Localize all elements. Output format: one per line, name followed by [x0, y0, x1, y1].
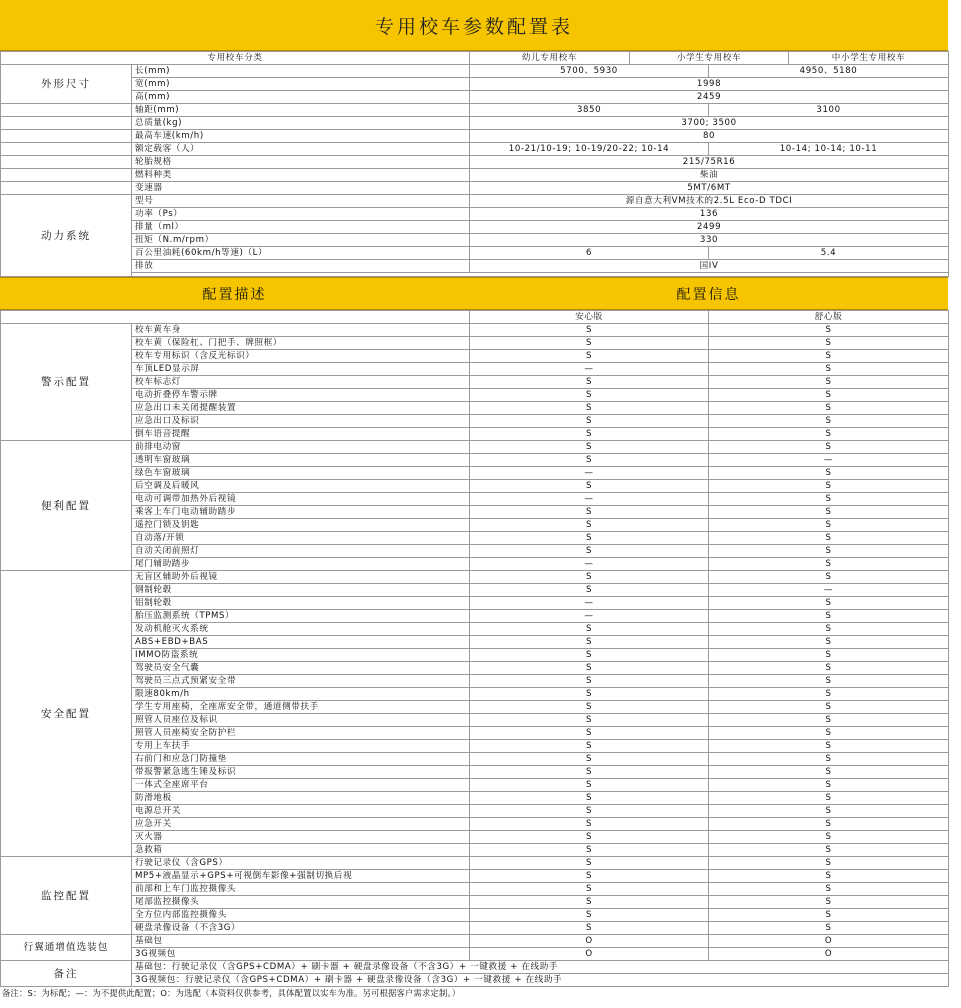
- version-b-value: S: [709, 857, 949, 870]
- version-b-value: S: [709, 675, 949, 688]
- row-value: 215/75R16: [470, 156, 949, 169]
- row-label: 最高车速(km/h): [132, 130, 470, 143]
- version-a-value: O: [470, 948, 709, 961]
- table-row: [1, 182, 949, 195]
- row-value: 2459: [470, 91, 949, 104]
- row-value: 136: [470, 208, 949, 221]
- table-row: [1, 208, 949, 221]
- version-b-value: O: [709, 935, 949, 948]
- page-title: 专用校车参数配置表: [374, 15, 573, 38]
- table-row: [1, 91, 949, 104]
- table-row: [1, 402, 949, 415]
- row-label: 总质量(kg): [132, 117, 470, 130]
- row-label: 型号: [132, 195, 470, 208]
- version-a-value: S: [470, 532, 709, 545]
- table-row: [1, 922, 949, 935]
- version-b-value: S: [709, 727, 949, 740]
- version-a-header: 安心版: [470, 311, 709, 324]
- item-label: 一体式全座席平台: [132, 779, 470, 792]
- version-b-value: S: [709, 779, 949, 792]
- table-row: [1, 247, 949, 260]
- item-label: 应急开关: [132, 818, 470, 831]
- item-label: 3G视频包: [132, 948, 470, 961]
- group-empty: [1, 104, 132, 117]
- table-row: [1, 857, 949, 870]
- version-b-value: —: [709, 584, 949, 597]
- table-row: [1, 519, 949, 532]
- version-b-value: S: [709, 441, 949, 454]
- group-empty: [1, 117, 132, 130]
- table-row: [1, 117, 949, 130]
- version-b-value: S: [709, 818, 949, 831]
- config-band: [0, 277, 948, 310]
- item-label: 电源总开关: [132, 805, 470, 818]
- item-label: 胎压监测系统（TPMS）: [132, 610, 470, 623]
- version-a-value: S: [470, 350, 709, 363]
- table-row: [1, 169, 949, 182]
- table-row: [1, 156, 949, 169]
- item-label: 尾门辅助踏步: [132, 558, 470, 571]
- version-b-value: S: [709, 389, 949, 402]
- row-value: 3100: [709, 104, 949, 117]
- row-value: 10-14; 10-14; 10-11: [709, 143, 949, 156]
- version-b-value: O: [709, 948, 949, 961]
- version-a-value: S: [470, 545, 709, 558]
- version-a-value: S: [470, 844, 709, 857]
- version-a-value: S: [470, 337, 709, 350]
- item-label: 限速80km/h: [132, 688, 470, 701]
- group-label: 动力系统: [1, 195, 132, 277]
- table-row: [1, 792, 949, 805]
- table-row: [1, 740, 949, 753]
- table-row: [1, 610, 949, 623]
- version-a-value: —: [470, 558, 709, 571]
- item-label: 全方位内部监控摄像头: [132, 909, 470, 922]
- row-label: 功率（Ps）: [132, 208, 470, 221]
- version-a-value: S: [470, 896, 709, 909]
- version-b-value: S: [709, 909, 949, 922]
- row-value: 柴油: [470, 169, 949, 182]
- version-b-value: S: [709, 922, 949, 935]
- version-a-value: S: [470, 428, 709, 441]
- row-label: 百公里油耗(60km/h等速)（L）: [132, 247, 470, 260]
- table-row: [1, 818, 949, 831]
- item-label: 无盲区辅助外后视镜: [132, 571, 470, 584]
- table-row: [1, 415, 949, 428]
- table-row: [1, 234, 949, 247]
- remark-text: 3G视频包：行驶记录仪（含GPS+CDMA）+ 刷卡器 + 硬盘录像设备（含3G）+ 一键救援 + 在线助手: [132, 974, 949, 987]
- table-row: [1, 571, 949, 584]
- version-b-value: S: [709, 519, 949, 532]
- item-label: 倒车语音提醒: [132, 428, 470, 441]
- version-a-value: S: [470, 571, 709, 584]
- version-b-value: S: [709, 324, 949, 337]
- table-row: [1, 636, 949, 649]
- version-b-value: S: [709, 896, 949, 909]
- version-b-value: S: [709, 350, 949, 363]
- version-a-value: O: [470, 935, 709, 948]
- version-a-value: —: [470, 467, 709, 480]
- table-row: [1, 558, 949, 571]
- table-row: [1, 766, 949, 779]
- item-label: 专用上车扶手: [132, 740, 470, 753]
- group-label: 行翼通增值选装包: [1, 935, 132, 961]
- version-b-value: S: [709, 363, 949, 376]
- table-row: [1, 260, 949, 273]
- table-row-spacer: [1, 273, 949, 277]
- item-label: 照管人员座位及标识: [132, 714, 470, 727]
- table-row: [1, 688, 949, 701]
- row-label: 宽(mm): [132, 78, 470, 91]
- version-b-value: S: [709, 558, 949, 571]
- version-b-value: S: [709, 415, 949, 428]
- item-label: 右前门和应急门防撞垫: [132, 753, 470, 766]
- item-label: 校车标志灯: [132, 376, 470, 389]
- table-row: [1, 753, 949, 766]
- version-a-value: S: [470, 818, 709, 831]
- table-row: [1, 389, 949, 402]
- item-label: 校车黄（保险杠、门把手、牌照框）: [132, 337, 470, 350]
- version-b-value: S: [709, 610, 949, 623]
- table-row: [1, 701, 949, 714]
- table-row: [1, 376, 949, 389]
- version-a-value: S: [470, 857, 709, 870]
- row-value: 3700; 3500: [470, 117, 949, 130]
- config-body: [1, 311, 949, 987]
- table-row: [1, 532, 949, 545]
- table-row: [1, 779, 949, 792]
- version-b-value: S: [709, 337, 949, 350]
- row-value: 源自意大利VM技术的2.5L Eco-D TDCI: [470, 195, 949, 208]
- item-label: 后空调及后暖风: [132, 480, 470, 493]
- table-row: [1, 662, 949, 675]
- version-a-value: S: [470, 883, 709, 896]
- group-label: 便利配置: [1, 441, 132, 571]
- row-label: 扭矩（N.m/rpm）: [132, 234, 470, 247]
- version-a-value: S: [470, 649, 709, 662]
- version-a-value: S: [470, 584, 709, 597]
- version-a-value: S: [470, 480, 709, 493]
- version-a-value: S: [470, 870, 709, 883]
- table-row: [1, 467, 949, 480]
- row-value: 6: [470, 247, 709, 260]
- table-row: [1, 714, 949, 727]
- item-label: 灭火器: [132, 831, 470, 844]
- version-b-value: S: [709, 571, 949, 584]
- version-a-value: S: [470, 714, 709, 727]
- version-a-value: S: [470, 740, 709, 753]
- row-value: 3850: [470, 104, 709, 117]
- group-label: 外形尺寸: [1, 65, 132, 104]
- table-row: [1, 363, 949, 376]
- version-a-value: S: [470, 415, 709, 428]
- remark-text: 基础包：行驶记录仪（含GPS+CDMA）+ 刷卡器 + 硬盘录像设备（不含3G）+ 一键救援 + 在线助手: [132, 961, 949, 974]
- item-label: 急救箱: [132, 844, 470, 857]
- item-label: 自动落/开锁: [132, 532, 470, 545]
- table-row: [1, 623, 949, 636]
- version-b-value: S: [709, 883, 949, 896]
- row-value: 5.4: [709, 247, 949, 260]
- version-b-value: S: [709, 532, 949, 545]
- version-b-value: S: [709, 740, 949, 753]
- table-row: [1, 909, 949, 922]
- version-b-value: S: [709, 428, 949, 441]
- item-label: 学生专用座椅，全座席安全带，通道侧带扶手: [132, 701, 470, 714]
- item-label: 钢制轮毂: [132, 584, 470, 597]
- version-a-value: S: [470, 324, 709, 337]
- table-row: [1, 896, 949, 909]
- version-a-value: S: [470, 402, 709, 415]
- table-row: [1, 480, 949, 493]
- table-row: [1, 493, 949, 506]
- item-label: 照管人员座椅安全防护栏: [132, 727, 470, 740]
- version-a-value: —: [470, 597, 709, 610]
- item-label: 自动关闭前照灯: [132, 545, 470, 558]
- version-b-value: S: [709, 493, 949, 506]
- version-a-value: —: [470, 493, 709, 506]
- row-value: 10-21/10-19; 10-19/20-22; 10-14: [470, 143, 709, 156]
- version-a-value: S: [470, 727, 709, 740]
- item-label: MP5+液晶显示+GPS+可视倒车影像+强制切换后视: [132, 870, 470, 883]
- version-a-value: —: [470, 610, 709, 623]
- spec-header-row: [1, 52, 949, 65]
- item-label: 带报警紧急逃生锤及标识: [132, 766, 470, 779]
- version-a-value: S: [470, 519, 709, 532]
- table-row: [1, 104, 949, 117]
- config-header-blank: [1, 311, 470, 324]
- item-label: 硬盘录像设备（不含3G）: [132, 922, 470, 935]
- table-row: [1, 337, 949, 350]
- row-value: 1998: [470, 78, 949, 91]
- row-label: 额定载客（人）: [132, 143, 470, 156]
- band-right-label: 配置信息: [676, 286, 741, 303]
- table-row: [1, 545, 949, 558]
- table-row: [1, 870, 949, 883]
- table-row: [1, 441, 949, 454]
- version-a-value: S: [470, 701, 709, 714]
- item-label: 发动机舱灭火系统: [132, 623, 470, 636]
- item-label: 车顶LED显示屏: [132, 363, 470, 376]
- version-a-value: S: [470, 662, 709, 675]
- item-label: IMMO防盗系统: [132, 649, 470, 662]
- row-label: 轮胎规格: [132, 156, 470, 169]
- item-label: 尾部监控摄像头: [132, 896, 470, 909]
- row-value: 5MT/6MT: [470, 182, 949, 195]
- version-a-value: S: [470, 623, 709, 636]
- table-row: [1, 78, 949, 91]
- version-b-value: S: [709, 805, 949, 818]
- row-label: 排放: [132, 260, 470, 273]
- version-a-value: S: [470, 376, 709, 389]
- version-a-value: S: [470, 792, 709, 805]
- version-b-value: S: [709, 792, 949, 805]
- version-a-value: S: [470, 922, 709, 935]
- version-b-value: S: [709, 753, 949, 766]
- row-value: 80: [470, 130, 949, 143]
- row-label: 排量（ml）: [132, 221, 470, 234]
- version-b-value: S: [709, 831, 949, 844]
- row-label: 燃料种类: [132, 169, 470, 182]
- item-label: 电动折叠停车警示牌: [132, 389, 470, 402]
- version-a-value: S: [470, 506, 709, 519]
- table-row: [1, 221, 949, 234]
- version-a-value: S: [470, 805, 709, 818]
- version-b-value: S: [709, 649, 949, 662]
- row-value: 4950、5180: [709, 65, 949, 78]
- item-label: 绿色车窗玻璃: [132, 467, 470, 480]
- table-row: [1, 935, 949, 948]
- item-label: 应急出口及标识: [132, 415, 470, 428]
- footnote: 备注：S：为标配；—：为不提供此配置；O：为选配（本资料仅供参考，具体配置以实车为准。另可根据客户需求定制。）: [2, 988, 461, 998]
- item-label: 透明车窗玻璃: [132, 454, 470, 467]
- version-a-value: S: [470, 909, 709, 922]
- version-a-value: S: [470, 766, 709, 779]
- version-a-value: S: [470, 454, 709, 467]
- version-a-value: S: [470, 831, 709, 844]
- version-b-value: S: [709, 714, 949, 727]
- version-a-value: S: [470, 441, 709, 454]
- version-b-value: S: [709, 870, 949, 883]
- remark-row: [1, 961, 949, 974]
- table-row: [1, 831, 949, 844]
- table-row: [1, 948, 949, 961]
- version-a-value: S: [470, 675, 709, 688]
- table-row: [1, 883, 949, 896]
- title-banner: [0, 0, 948, 51]
- version-b-value: S: [709, 467, 949, 480]
- item-label: 校车专用标识（含反光标识）: [132, 350, 470, 363]
- table-row: [1, 130, 949, 143]
- table-row: [1, 350, 949, 363]
- table-row: [1, 428, 949, 441]
- item-label: ABS+EBD+BAS: [132, 636, 470, 649]
- band-left-label: 配置描述: [202, 286, 267, 303]
- version-b-value: S: [709, 636, 949, 649]
- table-row: [1, 195, 949, 208]
- remark-row: [1, 974, 949, 987]
- table-row: [1, 597, 949, 610]
- item-label: 前部和上车门监控摄像头: [132, 883, 470, 896]
- group-empty: [1, 130, 132, 143]
- kindergarten-header: 幼儿专用校车: [470, 52, 630, 65]
- group-empty: [1, 143, 132, 156]
- table-row: [1, 584, 949, 597]
- version-b-value: S: [709, 662, 949, 675]
- table-row: [1, 65, 949, 78]
- version-b-value: S: [709, 545, 949, 558]
- secondary-header: 中小学生专用校车: [789, 52, 949, 65]
- version-b-value: S: [709, 480, 949, 493]
- item-label: 驾驶员安全气囊: [132, 662, 470, 675]
- version-b-header: 舒心版: [709, 311, 949, 324]
- row-value: 国IV: [470, 260, 949, 273]
- item-label: 校车黄车身: [132, 324, 470, 337]
- version-b-value: S: [709, 688, 949, 701]
- version-b-value: S: [709, 623, 949, 636]
- table-row: [1, 454, 949, 467]
- item-label: 应急出口未关闭提醒装置: [132, 402, 470, 415]
- row-label: 轴距(mm): [132, 104, 470, 117]
- category-header: 专用校车分类: [1, 52, 470, 65]
- config-table: [0, 310, 949, 987]
- group-label: 安全配置: [1, 571, 132, 857]
- version-a-value: S: [470, 753, 709, 766]
- table-row: [1, 143, 949, 156]
- item-label: 乘客上车门电动辅助踏步: [132, 506, 470, 519]
- row-label: 高(mm): [132, 91, 470, 104]
- version-b-value: S: [709, 402, 949, 415]
- item-label: 行驶记录仪（含GPS）: [132, 857, 470, 870]
- version-a-value: S: [470, 389, 709, 402]
- version-b-value: S: [709, 766, 949, 779]
- row-label: 长(mm): [132, 65, 470, 78]
- version-b-value: S: [709, 597, 949, 610]
- version-b-value: S: [709, 506, 949, 519]
- spec-table: [0, 51, 949, 277]
- config-header-row: [1, 311, 949, 324]
- group-label: 监控配置: [1, 857, 132, 935]
- version-a-value: S: [470, 636, 709, 649]
- table-row: [1, 506, 949, 519]
- primary-header: 小学生专用校车: [630, 52, 789, 65]
- row-label: 变速器: [132, 182, 470, 195]
- item-label: 遥控门锁及钥匙: [132, 519, 470, 532]
- version-b-value: —: [709, 454, 949, 467]
- group-empty: [1, 182, 132, 195]
- version-b-value: S: [709, 376, 949, 389]
- group-label: 警示配置: [1, 324, 132, 441]
- item-label: 驾驶员三点式预紧安全带: [132, 675, 470, 688]
- row-value: 2499: [470, 221, 949, 234]
- row-value: 5700、5930: [470, 65, 709, 78]
- table-row: [1, 324, 949, 337]
- version-b-value: S: [709, 701, 949, 714]
- item-label: 前排电动窗: [132, 441, 470, 454]
- group-empty: [1, 169, 132, 182]
- remark-group-label: 备注: [1, 961, 132, 987]
- table-row: [1, 727, 949, 740]
- item-label: 铝制轮毂: [132, 597, 470, 610]
- version-a-value: S: [470, 779, 709, 792]
- table-row: [1, 805, 949, 818]
- table-row: [1, 844, 949, 857]
- item-label: 电动可调带加热外后视镜: [132, 493, 470, 506]
- row-value: 330: [470, 234, 949, 247]
- version-b-value: S: [709, 844, 949, 857]
- group-empty: [1, 156, 132, 169]
- table-row: [1, 649, 949, 662]
- item-label: 防滑地板: [132, 792, 470, 805]
- table-row: [1, 675, 949, 688]
- version-a-value: S: [470, 688, 709, 701]
- item-label: 基础包: [132, 935, 470, 948]
- version-a-value: —: [470, 363, 709, 376]
